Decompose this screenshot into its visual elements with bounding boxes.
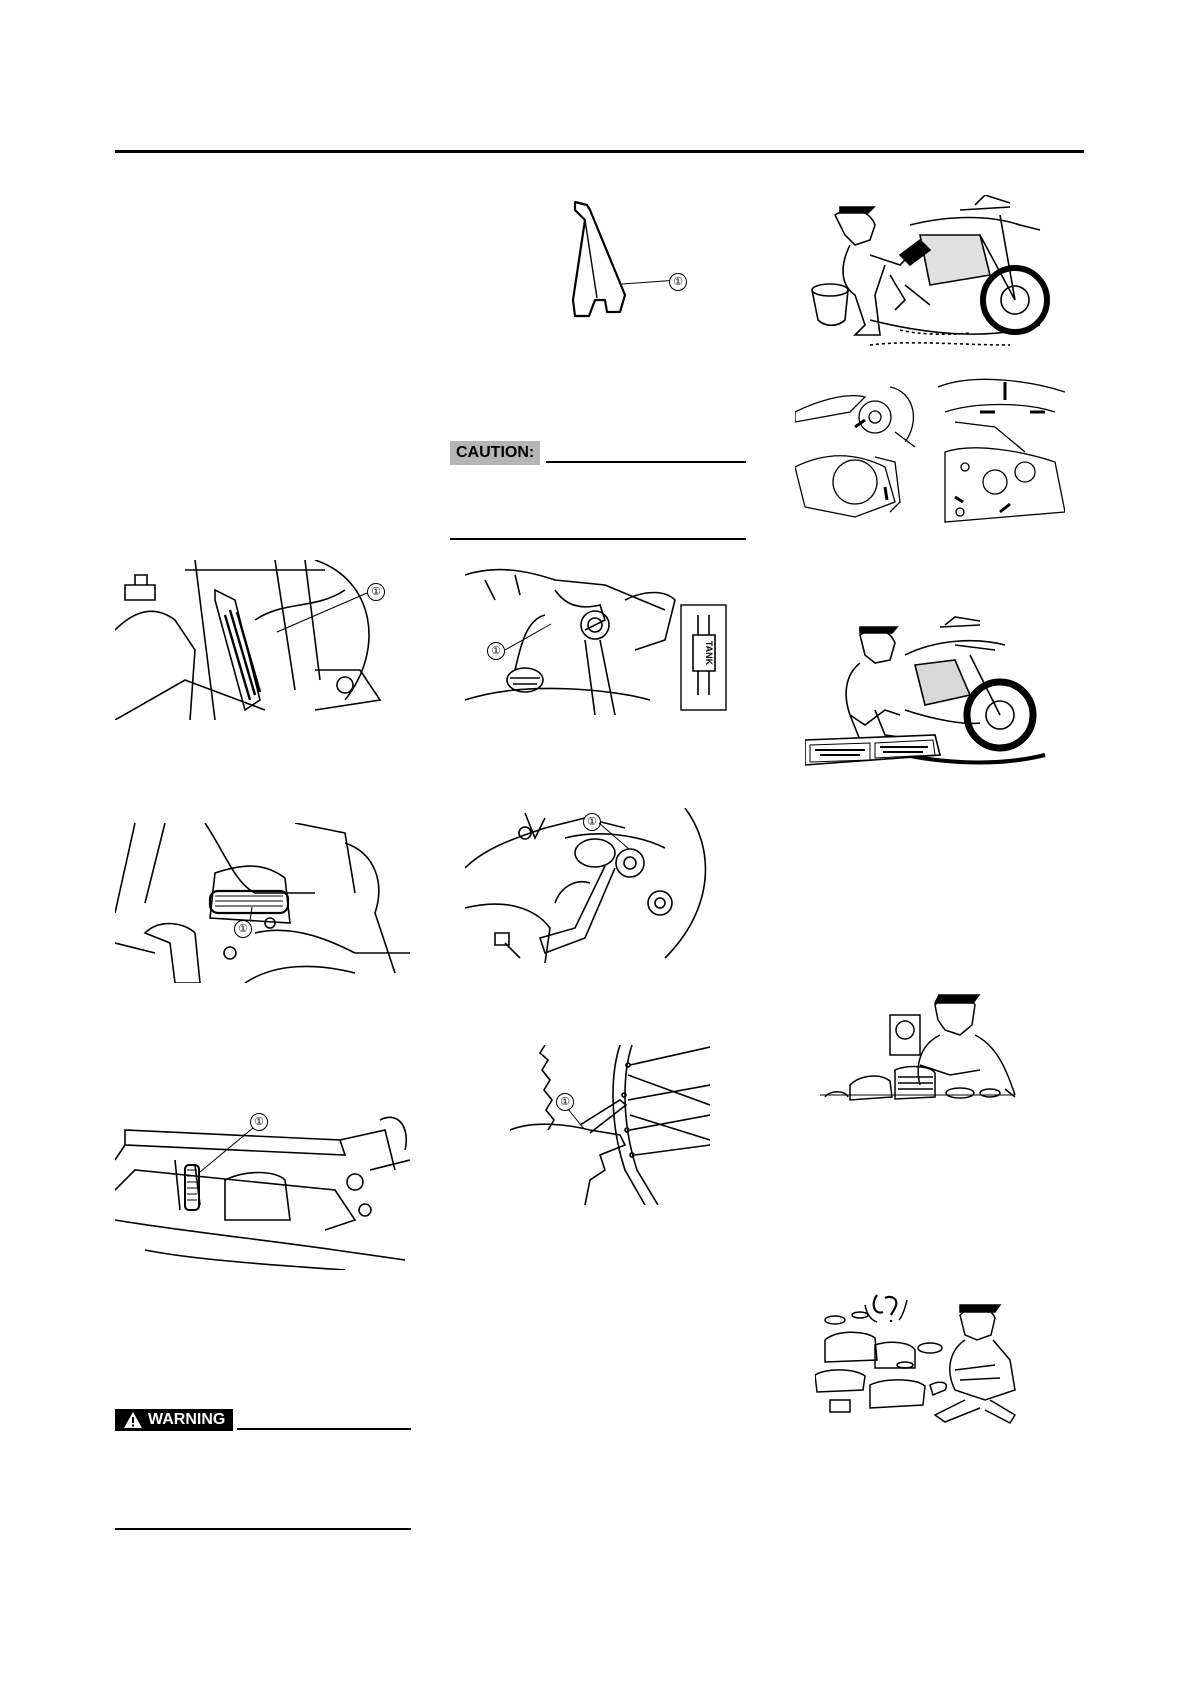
warning-triangle-icon — [123, 1411, 143, 1429]
figure-engine-drain — [465, 808, 730, 963]
warning-rule — [237, 1428, 411, 1430]
figure-air-filter-case-breather — [115, 1110, 410, 1270]
illustration-cleaning-points — [795, 372, 1065, 527]
callout-1: ① — [367, 583, 385, 601]
illustration-mechanic-with-tools — [805, 615, 1055, 775]
caution-end-rule — [450, 538, 746, 540]
illustration-washing-motorcycle — [810, 195, 1060, 350]
callout-1: ① — [669, 273, 687, 291]
callout-1: ① — [487, 642, 505, 660]
warning-label-text: WARNING — [148, 1411, 226, 1428]
header-rule — [115, 150, 1084, 153]
caution-label: CAUTION: — [450, 441, 540, 465]
tank-label: TANK — [704, 640, 715, 666]
caution-rule — [546, 461, 746, 463]
illustration-confused-mechanic — [815, 1290, 1025, 1425]
figure-stand — [565, 200, 695, 320]
callout-1: ① — [583, 813, 601, 831]
figure-steering-head-breather — [115, 560, 410, 720]
figure-crankcase-breather — [115, 823, 410, 983]
callout-1: ① — [556, 1093, 574, 1111]
illustration-checking-parts — [820, 985, 1020, 1110]
callout-1: ① — [250, 1113, 268, 1131]
warning-label — [115, 1409, 233, 1431]
figure-spoke-check — [510, 1045, 710, 1205]
callout-1: ① — [234, 920, 252, 938]
figure-fuel-tank-breather — [465, 560, 730, 715]
warning-end-rule — [115, 1528, 411, 1530]
